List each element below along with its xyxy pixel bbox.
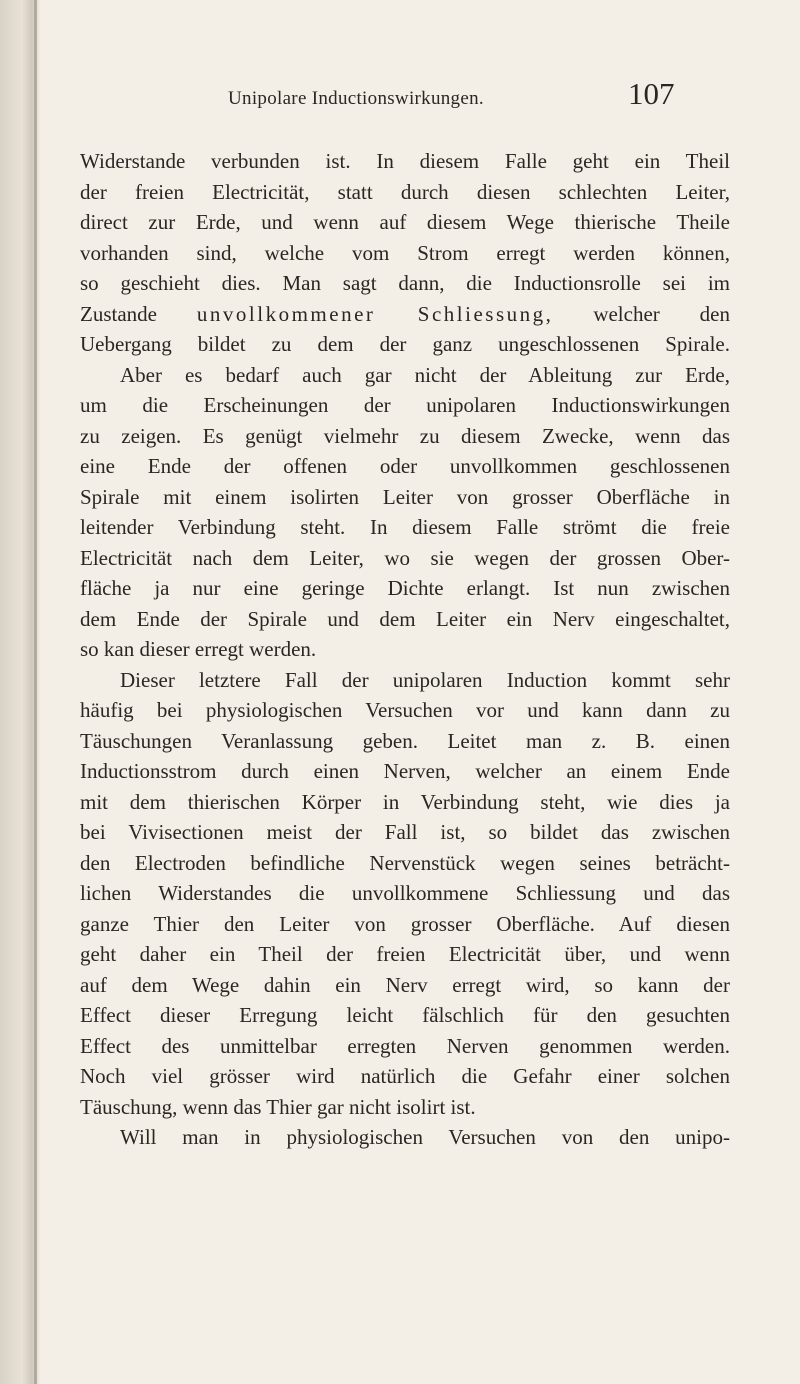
text-fragment: Zustande bbox=[80, 301, 157, 326]
body-text bbox=[80, 146, 730, 1153]
text-line: ganze Thier den Leiter von grosser Oberfläche. Auf diesen bbox=[80, 911, 730, 936]
text-line: Effect dieser Erregung leicht fälschlich für den gesuchten bbox=[80, 1003, 730, 1027]
text-line: Dieser letztere Fall der unipolaren Induction kommt sehr bbox=[120, 667, 730, 692]
text-line: Spirale mit einem isolirten Leiter von grosser Oberfläche in bbox=[80, 484, 730, 509]
text-line: vorhanden sind, welche vom Strom erregt werden können, bbox=[80, 240, 730, 265]
text-fragment: welcher den bbox=[593, 301, 731, 326]
text-line: auf dem Wege dahin ein Nerv erregt wird, so kann der bbox=[80, 972, 730, 997]
text-line: bei Vivisectionen meist der Fall ist, so bildet das zwischen bbox=[80, 820, 730, 844]
text-line: der freien Electricität, statt durch diesen schlechten Leiter, bbox=[80, 179, 730, 204]
page-header bbox=[0, 78, 800, 122]
text-line: Noch viel grösser wird natürlich die Gefahr einer solchen bbox=[80, 1064, 730, 1088]
page-number: 107 bbox=[628, 76, 675, 111]
text-line: Täuschungen Veranlassung geben. Leitet man z. B. einen bbox=[80, 728, 730, 753]
text-line: direct zur Erde, und wenn auf diesem Wege thierische Theile bbox=[80, 210, 730, 234]
text-line: eine Ende der offenen oder unvollkommen geschlossenen bbox=[80, 454, 730, 478]
text-line: um die Erscheinungen der unipolaren Inductionswirkungen bbox=[80, 393, 730, 417]
running-title: Unipolare Inductionswirkungen. bbox=[228, 88, 484, 109]
text-line: dem Ende der Spirale und dem Leiter ein Nerv eingeschaltet, bbox=[80, 606, 730, 631]
text-line: häufig bei physiologischen Versuchen vor und kann dann zu bbox=[80, 698, 730, 722]
text-line: den Electroden befindliche Nervenstück wegen seines beträcht- bbox=[80, 850, 730, 875]
text-line: leitender Verbindung steht. In diesem Falle strömt die freie bbox=[80, 515, 730, 539]
text-line: so kan dieser erregt werden. bbox=[80, 637, 317, 661]
text-line: mit dem thierischen Körper in Verbindung steht, wie dies ja bbox=[80, 789, 730, 814]
text-line: Inductionsstrom durch einen Nerven, welcher an einem Ende bbox=[80, 759, 730, 783]
text-line: Electricität nach dem Leiter, wo sie wegen der grossen Ober- bbox=[80, 545, 730, 570]
text-line-emphasis bbox=[80, 299, 730, 330]
text-line: Widerstande verbunden ist. In diesem Falle geht ein Theil bbox=[80, 149, 730, 173]
text-line: Will man in physiologischen Versuchen von den unipo- bbox=[120, 1125, 730, 1149]
text-line: fläche ja nur eine geringe Dichte erlangt. Ist nun zwischen bbox=[80, 576, 730, 600]
text-line: lichen Widerstandes die unvollkommene Schliessung und das bbox=[80, 881, 730, 905]
text-line: so geschieht dies. Man sagt dann, die Inductionsrolle sei im bbox=[80, 271, 730, 295]
text-line: Täuschung, wenn das Thier gar nicht isolirt ist. bbox=[80, 1094, 476, 1119]
text-line: Aber es bedarf auch gar nicht der Ableitung zur Erde, bbox=[120, 362, 730, 387]
text-line: zu zeigen. Es genügt vielmehr zu diesem Zwecke, wenn das bbox=[80, 423, 730, 448]
emphasized-term: unvollkommener Schliessung, bbox=[196, 301, 554, 326]
text-line: Uebergang bildet zu dem der ganz ungeschlossenen Spirale. bbox=[80, 332, 730, 356]
binding-edge-line bbox=[34, 0, 37, 1384]
text-line: Effect des unmittelbar erregten Nerven genommen werden. bbox=[80, 1033, 730, 1058]
text-line: geht daher ein Theil der freien Electricität über, und wenn bbox=[80, 942, 730, 966]
